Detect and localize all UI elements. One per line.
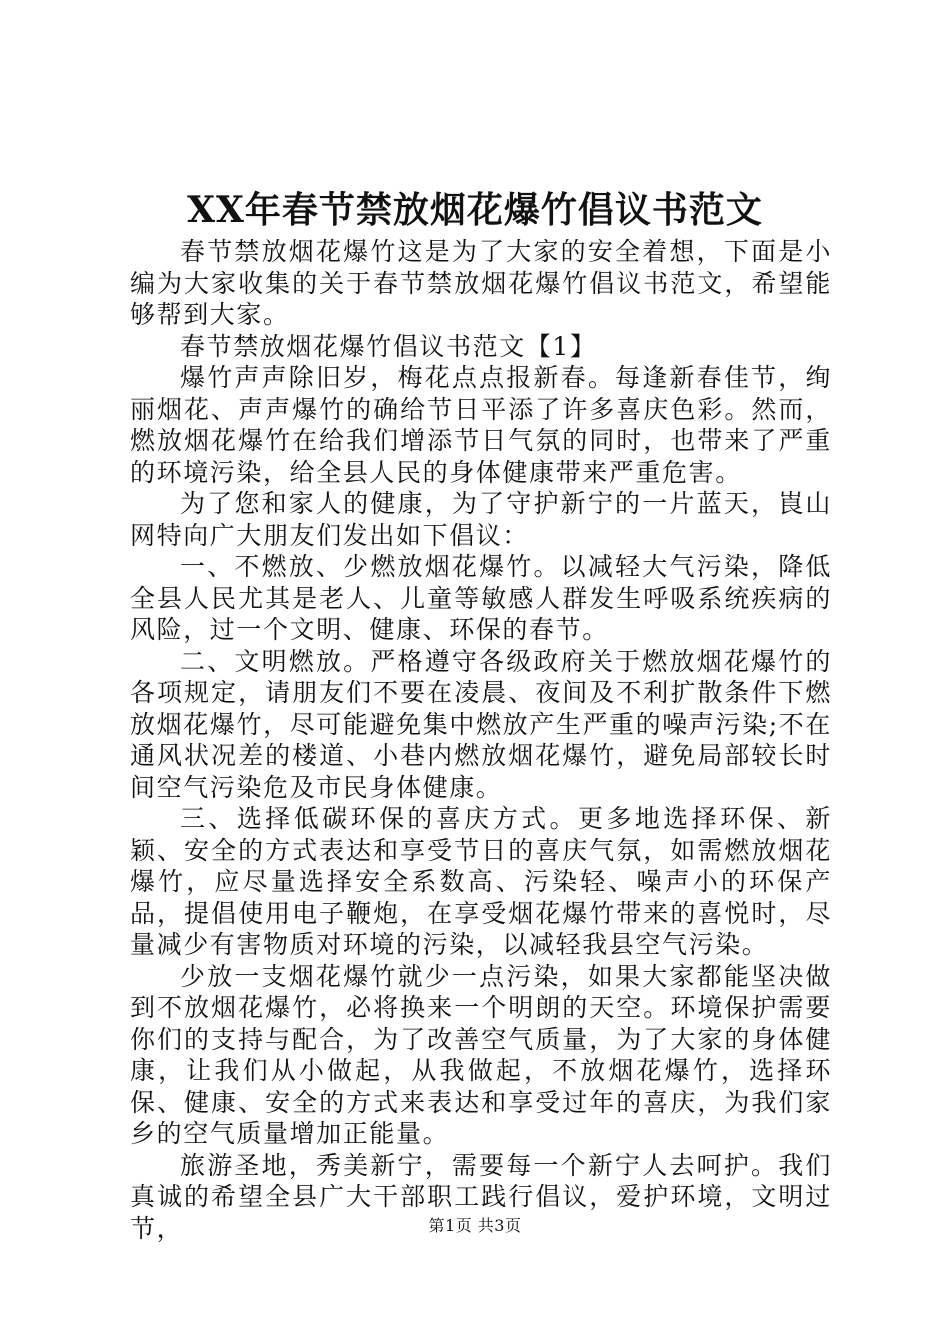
paragraph-opening: 爆竹声声除旧岁，梅花点点报新春。每逢新春佳节，绚丽烟花、声声爆竹的确给节日平添了许多喜庆色彩。然而，燃放烟花爆竹在给我们增添节日气氛的同时，也带来了严重的环境污染，给全县人民的身体健康带来严重危害。 <box>130 363 832 487</box>
paragraph-intro: 春节禁放烟花爆竹这是为了大家的安全着想，下面是小编为大家收集的关于春节禁放烟花爆竹倡议书范文，希望能够帮到大家。 <box>130 237 832 329</box>
page-footer: 第1页 共3页 <box>428 1216 522 1235</box>
paragraph-item-2: 二、文明燃放。严格遵守各级政府关于燃放烟花爆竹的各项规定，请朋友们不要在凌晨、夜间及不利扩散条件下燃放烟花爆竹，尽可能避免集中燃放产生严重的噪声污染;不在通风状况差的楼道、小巷内燃放烟花爆竹，避免局部较长时间空气污染危及市民身体健康。 <box>130 646 832 802</box>
paragraph-item-1: 一、不燃放、少燃放烟花爆竹。以减轻大气污染，降低全县人民尤其是老人、儿童等敏感人群发生呼吸系统疾病的风险，过一个文明、健康、环保的春节。 <box>130 552 832 644</box>
paragraph-item-3: 三、选择低碳环保的喜庆方式。更多地选择环保、新颖、安全的方式表达和享受节日的喜庆气氛，如需燃放烟花爆竹，应尽量选择安全系数高、污染轻、噪声小的环保产品，提倡使用电子鞭炮，在享受烟花爆竹带来的喜悦时，尽量减少有害物质对环境的污染，以减轻我县空气污染。 <box>130 804 832 959</box>
paragraph-closing: 旅游圣地，秀美新宁，需要每一个新宁人去呵护。我们真诚的希望全县广大干部职工践行倡议，爱护环境，文明过节， <box>130 1150 832 1243</box>
document-title: XX年春节禁放烟花爆竹倡议书范文 <box>187 189 763 231</box>
paragraph-call: 为了您和家人的健康，为了守护新宁的一片蓝天，崀山网特向广大朋友们发出如下倡议： <box>130 489 832 550</box>
paragraph-appeal: 少放一支烟花爆竹就少一点污染，如果大家都能坚决做到不放烟花爆竹，必将换来一个明朗的天空。环境保护需要你们的支持与配合，为了改善空气质量，为了大家的身体健康，让我们从小做起，从我做起，不放烟花爆竹，选择环保、健康、安全的方式来表达和享受过年的喜庆，为我们家乡的空气质量增加正能量。 <box>130 961 832 1148</box>
paragraph-section-heading: 春节禁放烟花爆竹倡议书范文【1】 <box>180 331 597 361</box>
document-body <box>130 236 832 1244</box>
